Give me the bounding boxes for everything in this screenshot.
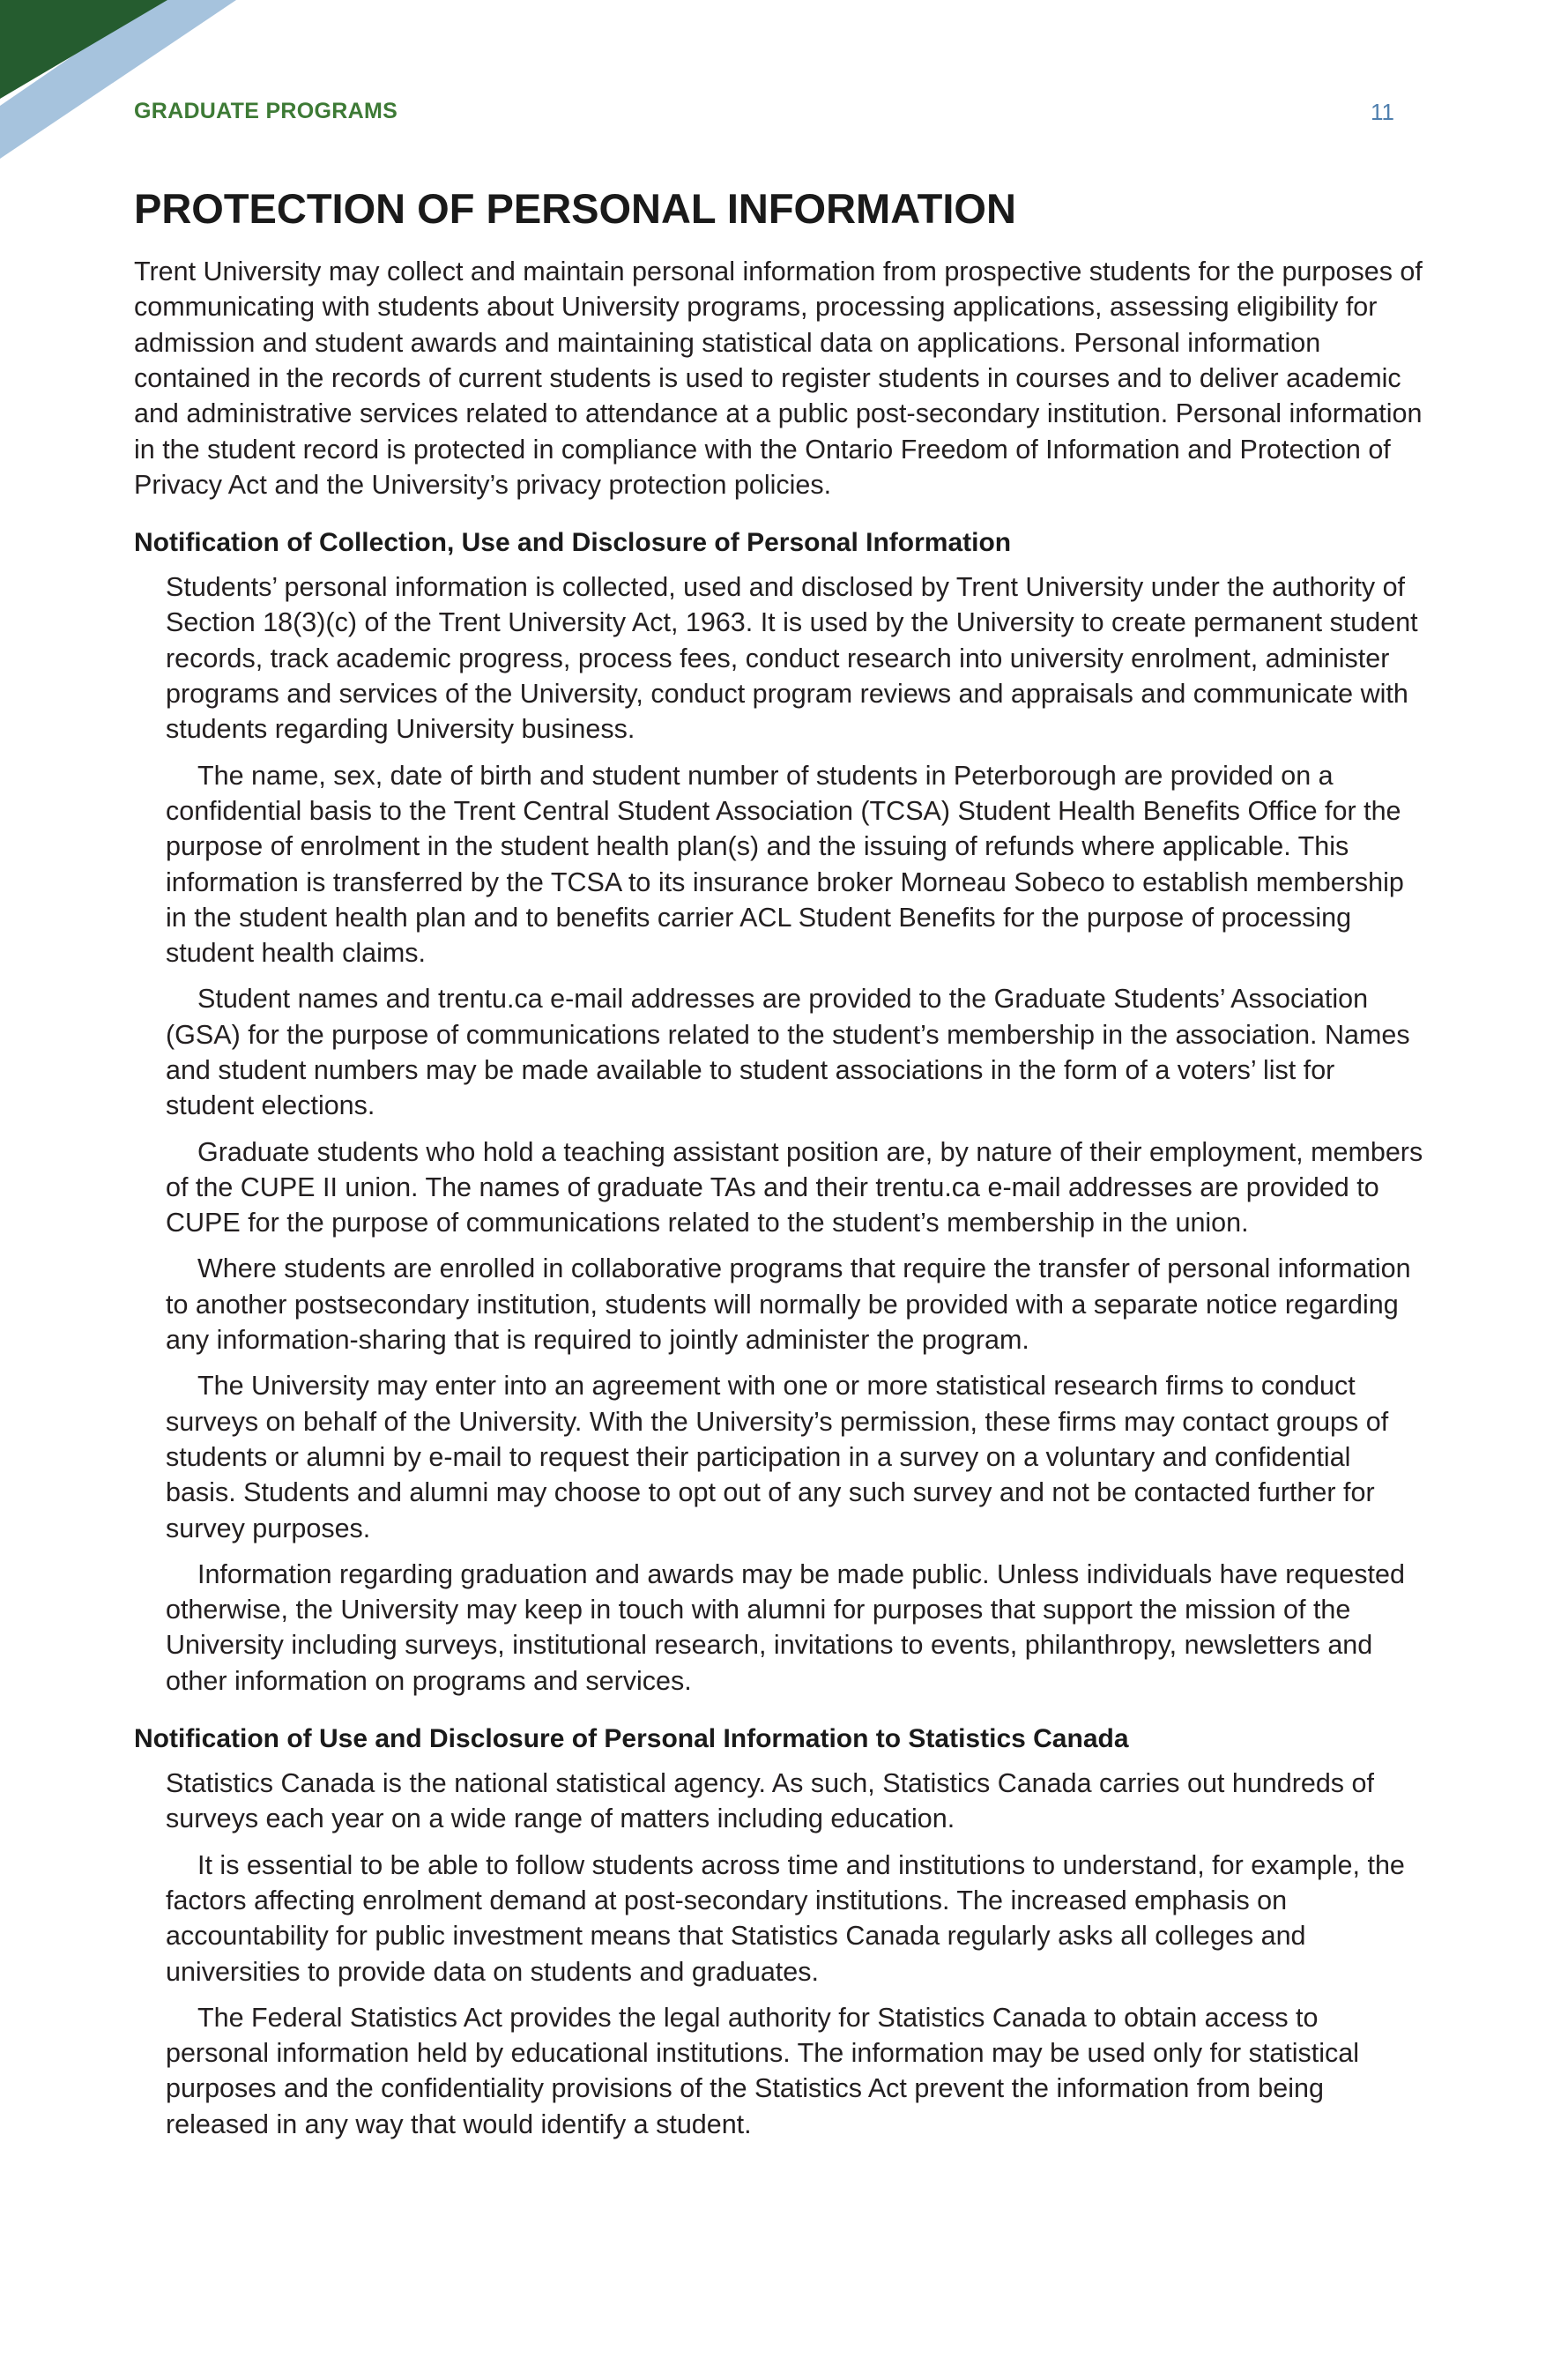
paragraph: The University may enter into an agreement with one or more statistical research firms to conduct surveys on behalf of the University. With the University’s permission, these firms may contact groups of students or alumni by e-mail to request their participation in a survey on a voluntary and confidential basis. Students and alumni may choose to opt out of any such survey and not be contacted further for survey purposes. (166, 1371, 1389, 1543)
section-heading-statistics-canada: Notification of Use and Disclosure of Personal Information to Statistics Canada (134, 1724, 1129, 1754)
page-number: 11 (1371, 99, 1394, 125)
section-body-statistics-canada (166, 1766, 1426, 2142)
paragraph: Student names and trentu.ca e-mail addresses are provided to the Graduate Students’ Association (GSA) for the purpose of communications related to the student’s membership in the association. Names and student numbers may be made available to student associations in the form of a voters’ list for student elections. (166, 984, 1410, 1121)
section-heading-collection: Notification of Collection, Use and Disclosure of Personal Information (134, 528, 1012, 558)
paragraph: The Federal Statistics Act provides the legal authority for Statistics Canada to obtain access to personal information held by educational institutions. The information may be used only for statistical purposes and the confidentiality provisions of the Statistics Act prevent the information from being released in any way that would identify a student. (166, 2002, 1360, 2139)
section-body-collection (166, 569, 1426, 1699)
paragraph: Statistics Canada is the national statistical agency. As such, Statistics Canada carries out hundreds of surveys each year on a wide range of matters including education. (166, 1768, 1374, 1834)
running-header (134, 99, 1394, 134)
paragraph: It is essential to be able to follow students across time and institutions to understand, for example, the factors affecting enrolment demand at post-secondary institutions. The increased emphasis on accountability for public investment means that Statistics Canada regularly asks all colleges and universities to provide data on students and graduates. (166, 1849, 1405, 1987)
intro-paragraph: Trent University may collect and maintain personal information from prospective students for the purposes of communicating with students about University programs, processing applications, assessing eligibility for admission and student awards and maintaining statistical data on applications. Personal information contained in the records of current students is used to register students in courses and to deliver academic and administrative services related to attendance at a public post-secondary institution. Personal information in the student record is protected in compliance with the Ontario Freedom of Information and Protection of Privacy Act and the University’s privacy protection policies. (134, 257, 1423, 500)
section-label: GRADUATE PROGRAMS (134, 99, 398, 123)
corner-swoosh-graphic (0, 0, 264, 159)
paragraph: The name, sex, date of birth and student number of students in Peterborough are provided on a confidential basis to the Trent Central Student Association (TCSA) Student Health Benefits Office for the purpose of enrolment in the student health plan(s) and the issuing of refunds where applicable. This information is transferred by the TCSA to its insurance broker Morneau Sobeco to establish membership in the student health plan and to benefits carrier ACL Student Benefits for the purpose of processing student health claims. (166, 760, 1404, 969)
paragraph: Students’ personal information is collected, used and disclosed by Trent University under the authority of Section 18(3)(c) of the Trent University Act, 1963. It is used by the University to create permanent student records, track academic progress, process fees, conduct research into university enrolment, administer programs and services of the University, conduct program reviews and appraisals and communicate with students regarding University business. (166, 572, 1418, 745)
page-title: PROTECTION OF PERSONAL INFORMATION (134, 185, 1016, 232)
page-content (134, 185, 1430, 2153)
paragraph: Graduate students who hold a teaching assistant position are, by nature of their employment, members of the CUPE II union. The names of graduate TAs and their trentu.ca e-mail addresses are provided to CUPE for the purpose of communications related to the student’s membership in the union. (166, 1136, 1423, 1238)
paragraph: Where students are enrolled in collaborative programs that require the transfer of personal information to another postsecondary institution, students will normally be provided with a separate notice regarding any information-sharing that is required to jointly administer the program. (166, 1253, 1411, 1356)
paragraph: Information regarding graduation and awards may be made public. Unless individuals have requested otherwise, the University may keep in touch with alumni for purposes that support the mission of the University including surveys, institutional research, invitations to events, philanthropy, newsletters and other information on programs and services. (166, 1558, 1405, 1696)
